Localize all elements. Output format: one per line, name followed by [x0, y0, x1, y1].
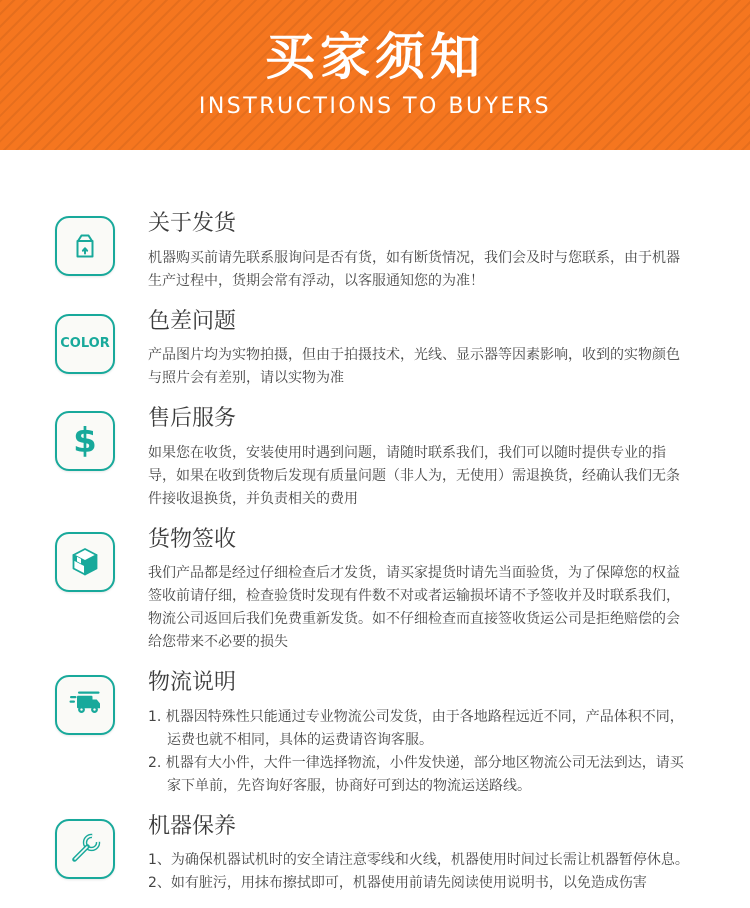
- package-icon: [55, 216, 115, 276]
- color-icon-label: COLOR: [60, 336, 110, 351]
- section-maintenance: [55, 813, 693, 896]
- section-logistics: [55, 669, 693, 798]
- page-subtitle: INSTRUCTIONS TO BUYERS: [198, 94, 552, 119]
- section-aftersales-text: [148, 405, 693, 511]
- section-body: 如果您在收货，安装使用时遇到问题，请随时联系我们，我们可以随时提供专业的指导，如果在收到货物后发现有质量问题（非人为，无使用）需退换货，经确认我们无条件接收退换货，并负责相关的费用: [148, 444, 680, 507]
- section-title: 货物签收: [148, 526, 237, 552]
- cube-icon: [55, 532, 115, 592]
- section-body: 我们产品都是经过仔细检查后才发货，请买家提货时请先当面验货，为了保障您的权益签收前请仔细，检查验货时发现有件数不对或者运输损坏请不予签收并及时联系我们，物流公司返回后我们免费重新发货。如不仔细检查而直接签收货运公司是拒绝赔偿的会给您带来不必要的损失: [148, 565, 680, 650]
- section-title: 物流说明: [148, 670, 237, 695]
- section-color-text: [148, 308, 693, 391]
- section-logistics-text: [148, 669, 693, 798]
- section-title: 售后服务: [148, 406, 237, 431]
- section-aftersales: [55, 405, 693, 511]
- section-receipt-text: [148, 526, 693, 655]
- section-body: 机器购买前请先联系服询问是否有货，如有断货情况，我们会及时与您联系，由于机器生产过程中，货期会常有浮动，以客服通知您的为准！: [148, 249, 680, 289]
- list-item: 2、如有脏污，用抹布擦拭即可，机器使用前请先阅读使用说明书，以免造成伤害: [148, 875, 647, 891]
- notice-list: [0, 150, 750, 895]
- section-shipping-text: [148, 210, 693, 293]
- section-receipt: [55, 526, 693, 655]
- section-body: 产品图片均为实物拍摄，但由于拍摄技术，光线、显示器等因素影响，收到的实物颜色与照片会有差别，请以实物为准: [148, 347, 680, 386]
- section-color: [55, 308, 693, 391]
- wrench-icon: [55, 819, 115, 879]
- color-icon: [55, 314, 115, 374]
- dollar-icon-glyph: $: [73, 421, 97, 461]
- section-title: 机器保养: [148, 813, 237, 839]
- page-title: 买家须知: [265, 28, 485, 86]
- truck-icon: [55, 675, 115, 735]
- list-item: 2. 机器有大小件，大件一律选择物流，小件发快递，部分地区物流公司无法到达，请买家下单前，先咨询好客服，协商好可到达的物流运送路线。: [148, 754, 684, 794]
- section-maintenance-text: [148, 813, 693, 896]
- list-item: 1. 机器因特殊性只能通过专业物流公司发货，由于各地路程远近不同，产品体积不同，运费也就不相同，具体的运费请咨询客服。: [148, 708, 684, 748]
- header-banner: [0, 0, 750, 150]
- section-shipping: [55, 210, 693, 293]
- dollar-icon: [55, 411, 115, 471]
- section-title: 关于发货: [148, 211, 237, 236]
- list-item: 1、为确保机器试机时的安全请注意零线和火线，机器使用时间过长需让机器暂停休息。: [148, 852, 689, 868]
- section-title: 色差问题: [148, 308, 237, 334]
